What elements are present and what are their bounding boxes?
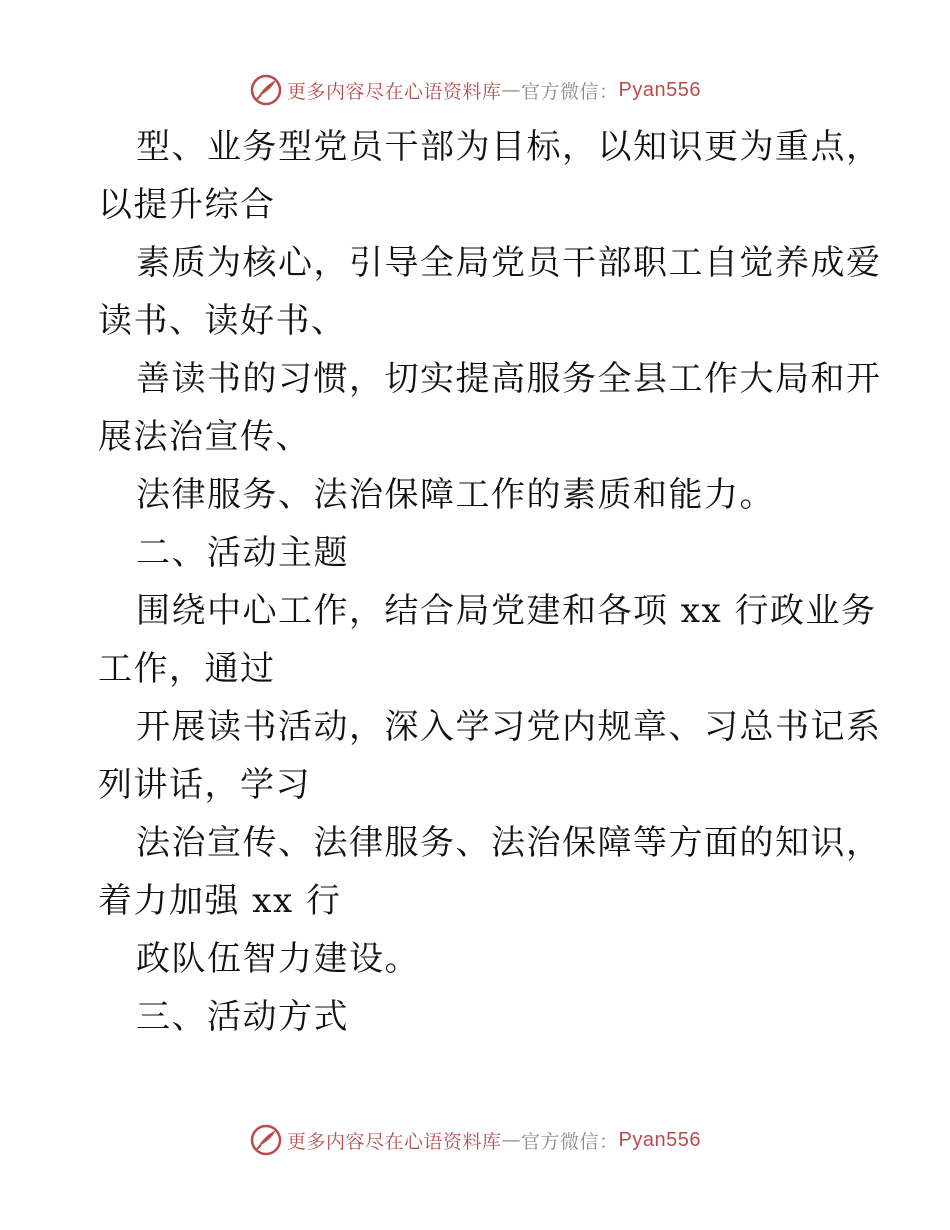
quill-pen-logo-icon — [249, 73, 283, 107]
document-body — [98, 118, 882, 1046]
banner-wechat-id: Pyan556 — [618, 78, 701, 101]
banner-dash: — — [501, 1129, 522, 1151]
section-heading: 三、活动方式 — [136, 997, 349, 1037]
text-line: 读书、读好书、 — [98, 301, 347, 341]
section-heading: 二、活动主题 — [136, 533, 349, 573]
text-line: 围绕中心工作，结合局党建和各项 xx 行政业务 — [136, 591, 877, 631]
page-header-banner — [0, 72, 950, 108]
text-line: 列讲话，学习 — [98, 765, 311, 805]
banner-wechat-id: Pyan556 — [618, 1128, 701, 1151]
text-line: 型、业务型党员干部为目标，以知识更为重点， — [136, 127, 882, 167]
banner-wechat-label: 官方微信： — [521, 1130, 619, 1153]
banner-wechat-label: 官方微信： — [521, 80, 619, 103]
text-line: 工作，通过 — [98, 649, 276, 689]
banner-dash: — — [501, 79, 522, 101]
text-line: 法治宣传、法律服务、法治保障等方面的知识， — [136, 823, 882, 863]
text-line: 法律服务、法治保障工作的素质和能力。 — [136, 475, 775, 515]
page-footer-banner — [0, 1122, 950, 1158]
text-line: 开展读书活动，深入学习党内规章、习总书记系 — [136, 707, 882, 747]
banner-slogan: 更多内容尽在心语资料库 — [287, 1130, 502, 1153]
text-line: 着力加强 xx 行 — [98, 881, 342, 921]
quill-pen-logo-icon — [249, 1123, 283, 1157]
text-line: 以提升综合 — [98, 185, 276, 225]
text-line: 政队伍智力建设。 — [136, 939, 420, 979]
banner-slogan: 更多内容尽在心语资料库 — [287, 80, 502, 103]
text-line: 素质为核心，引导全局党员干部职工自觉养成爱 — [136, 243, 882, 283]
text-line: 展法治宣传、 — [98, 417, 311, 457]
text-line: 善读书的习惯，切实提高服务全县工作大局和开 — [136, 359, 882, 399]
